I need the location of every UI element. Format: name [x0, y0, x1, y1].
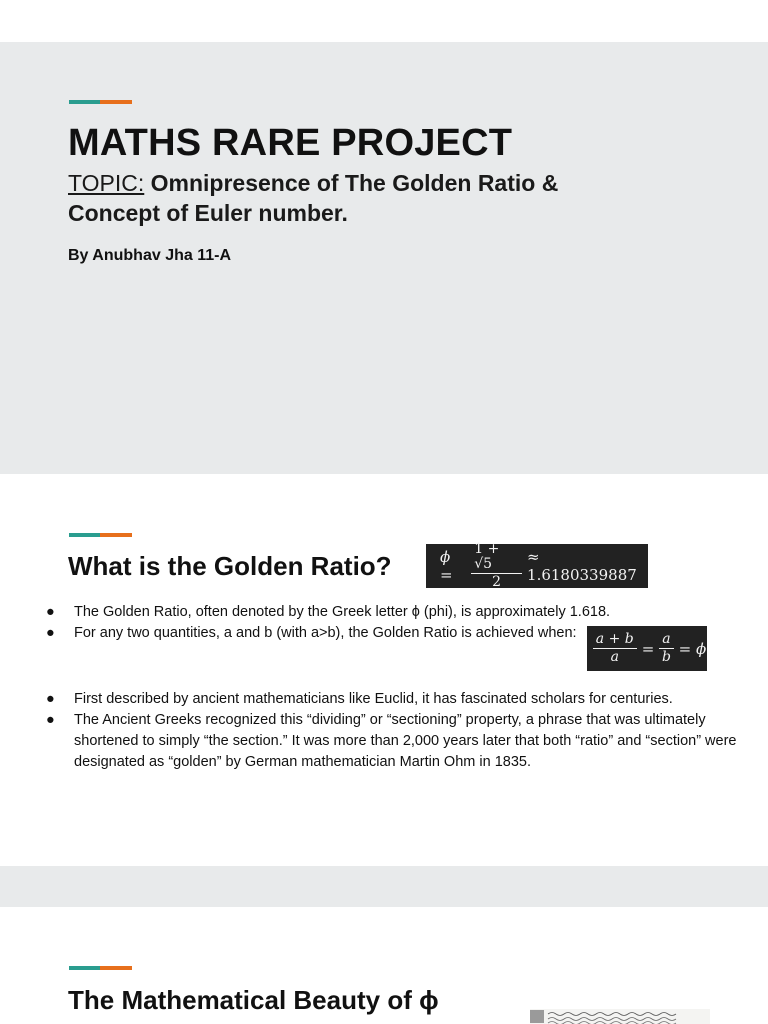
- bullet-text: The Ancient Greeks recognized this “dividing” or “sectioning” property, a phrase that was ultimately shortened to simply “the section.” It was more than 2,000 years later that both “ratio” and “section” were designated as “golden” by German mathematician Martin Ohm in 1835.: [74, 712, 737, 770]
- accent-orange: [100, 100, 132, 104]
- bullet-item: [46, 689, 748, 710]
- project-topic: [68, 168, 628, 228]
- manuscript-image: [530, 1006, 710, 1024]
- accent-teal: [69, 966, 100, 970]
- golden-ratio-bullets-bottom: [46, 689, 748, 773]
- ratio-num-2: a: [659, 632, 673, 649]
- phi-numerator: 1 + √5: [471, 542, 522, 574]
- phi-lhs: ϕ =: [440, 548, 453, 584]
- bullet-text: For any two quantities, a and b (with a>b), the Golden Ratio is achieved when:: [74, 625, 577, 641]
- phi-denominator: 2: [492, 574, 502, 590]
- accent-orange: [100, 966, 132, 970]
- mathematical-beauty-heading: The Mathematical Beauty of ϕ: [68, 985, 439, 1015]
- phi-approx-value: ≈ 1.6180339887: [527, 548, 637, 584]
- accent-teal: [69, 100, 100, 104]
- bullet-dot: ●: [46, 691, 55, 707]
- phi-formula-image: [426, 541, 648, 590]
- bullet-item: [46, 602, 748, 623]
- ratio-equals-phi: = ϕ: [678, 639, 707, 658]
- ratio-formula-image: [587, 626, 707, 671]
- accent-orange: [100, 533, 132, 537]
- title-accent-bar: [69, 100, 132, 104]
- section-accent-bar: [69, 966, 132, 970]
- ratio-fraction-1: [593, 632, 637, 665]
- bullet-dot: ●: [46, 625, 55, 641]
- bullet-item: [46, 710, 748, 773]
- bullet-text: The Golden Ratio, often denoted by the Greek letter ϕ (phi), is approximately 1.618.: [74, 604, 611, 620]
- ratio-num-1: a + b: [593, 632, 637, 649]
- ratio-den-1: a: [610, 649, 619, 665]
- author-byline: By Anubhav Jha 11-A: [68, 247, 232, 264]
- topic-text: Omnipresence of The Golden Ratio & Concept of Euler number.: [68, 170, 559, 226]
- phi-fraction: [471, 542, 522, 590]
- topic-label: TOPIC:: [68, 170, 145, 196]
- section-accent-bar: [69, 533, 132, 537]
- ratio-den-2: b: [661, 649, 671, 665]
- ratio-equals: =: [641, 639, 655, 658]
- bullet-dot: ●: [46, 604, 55, 620]
- project-title: MATHS RARE PROJECT: [68, 122, 513, 164]
- ratio-fraction-2: [659, 632, 673, 665]
- bullet-dot: ●: [46, 712, 55, 728]
- golden-ratio-heading: What is the Golden Ratio?: [68, 551, 392, 581]
- accent-teal: [69, 533, 100, 537]
- bullet-text: First described by ancient mathematicians like Euclid, it has fascinated scholars for centuries.: [74, 691, 673, 707]
- slide-divider-band: [0, 866, 768, 907]
